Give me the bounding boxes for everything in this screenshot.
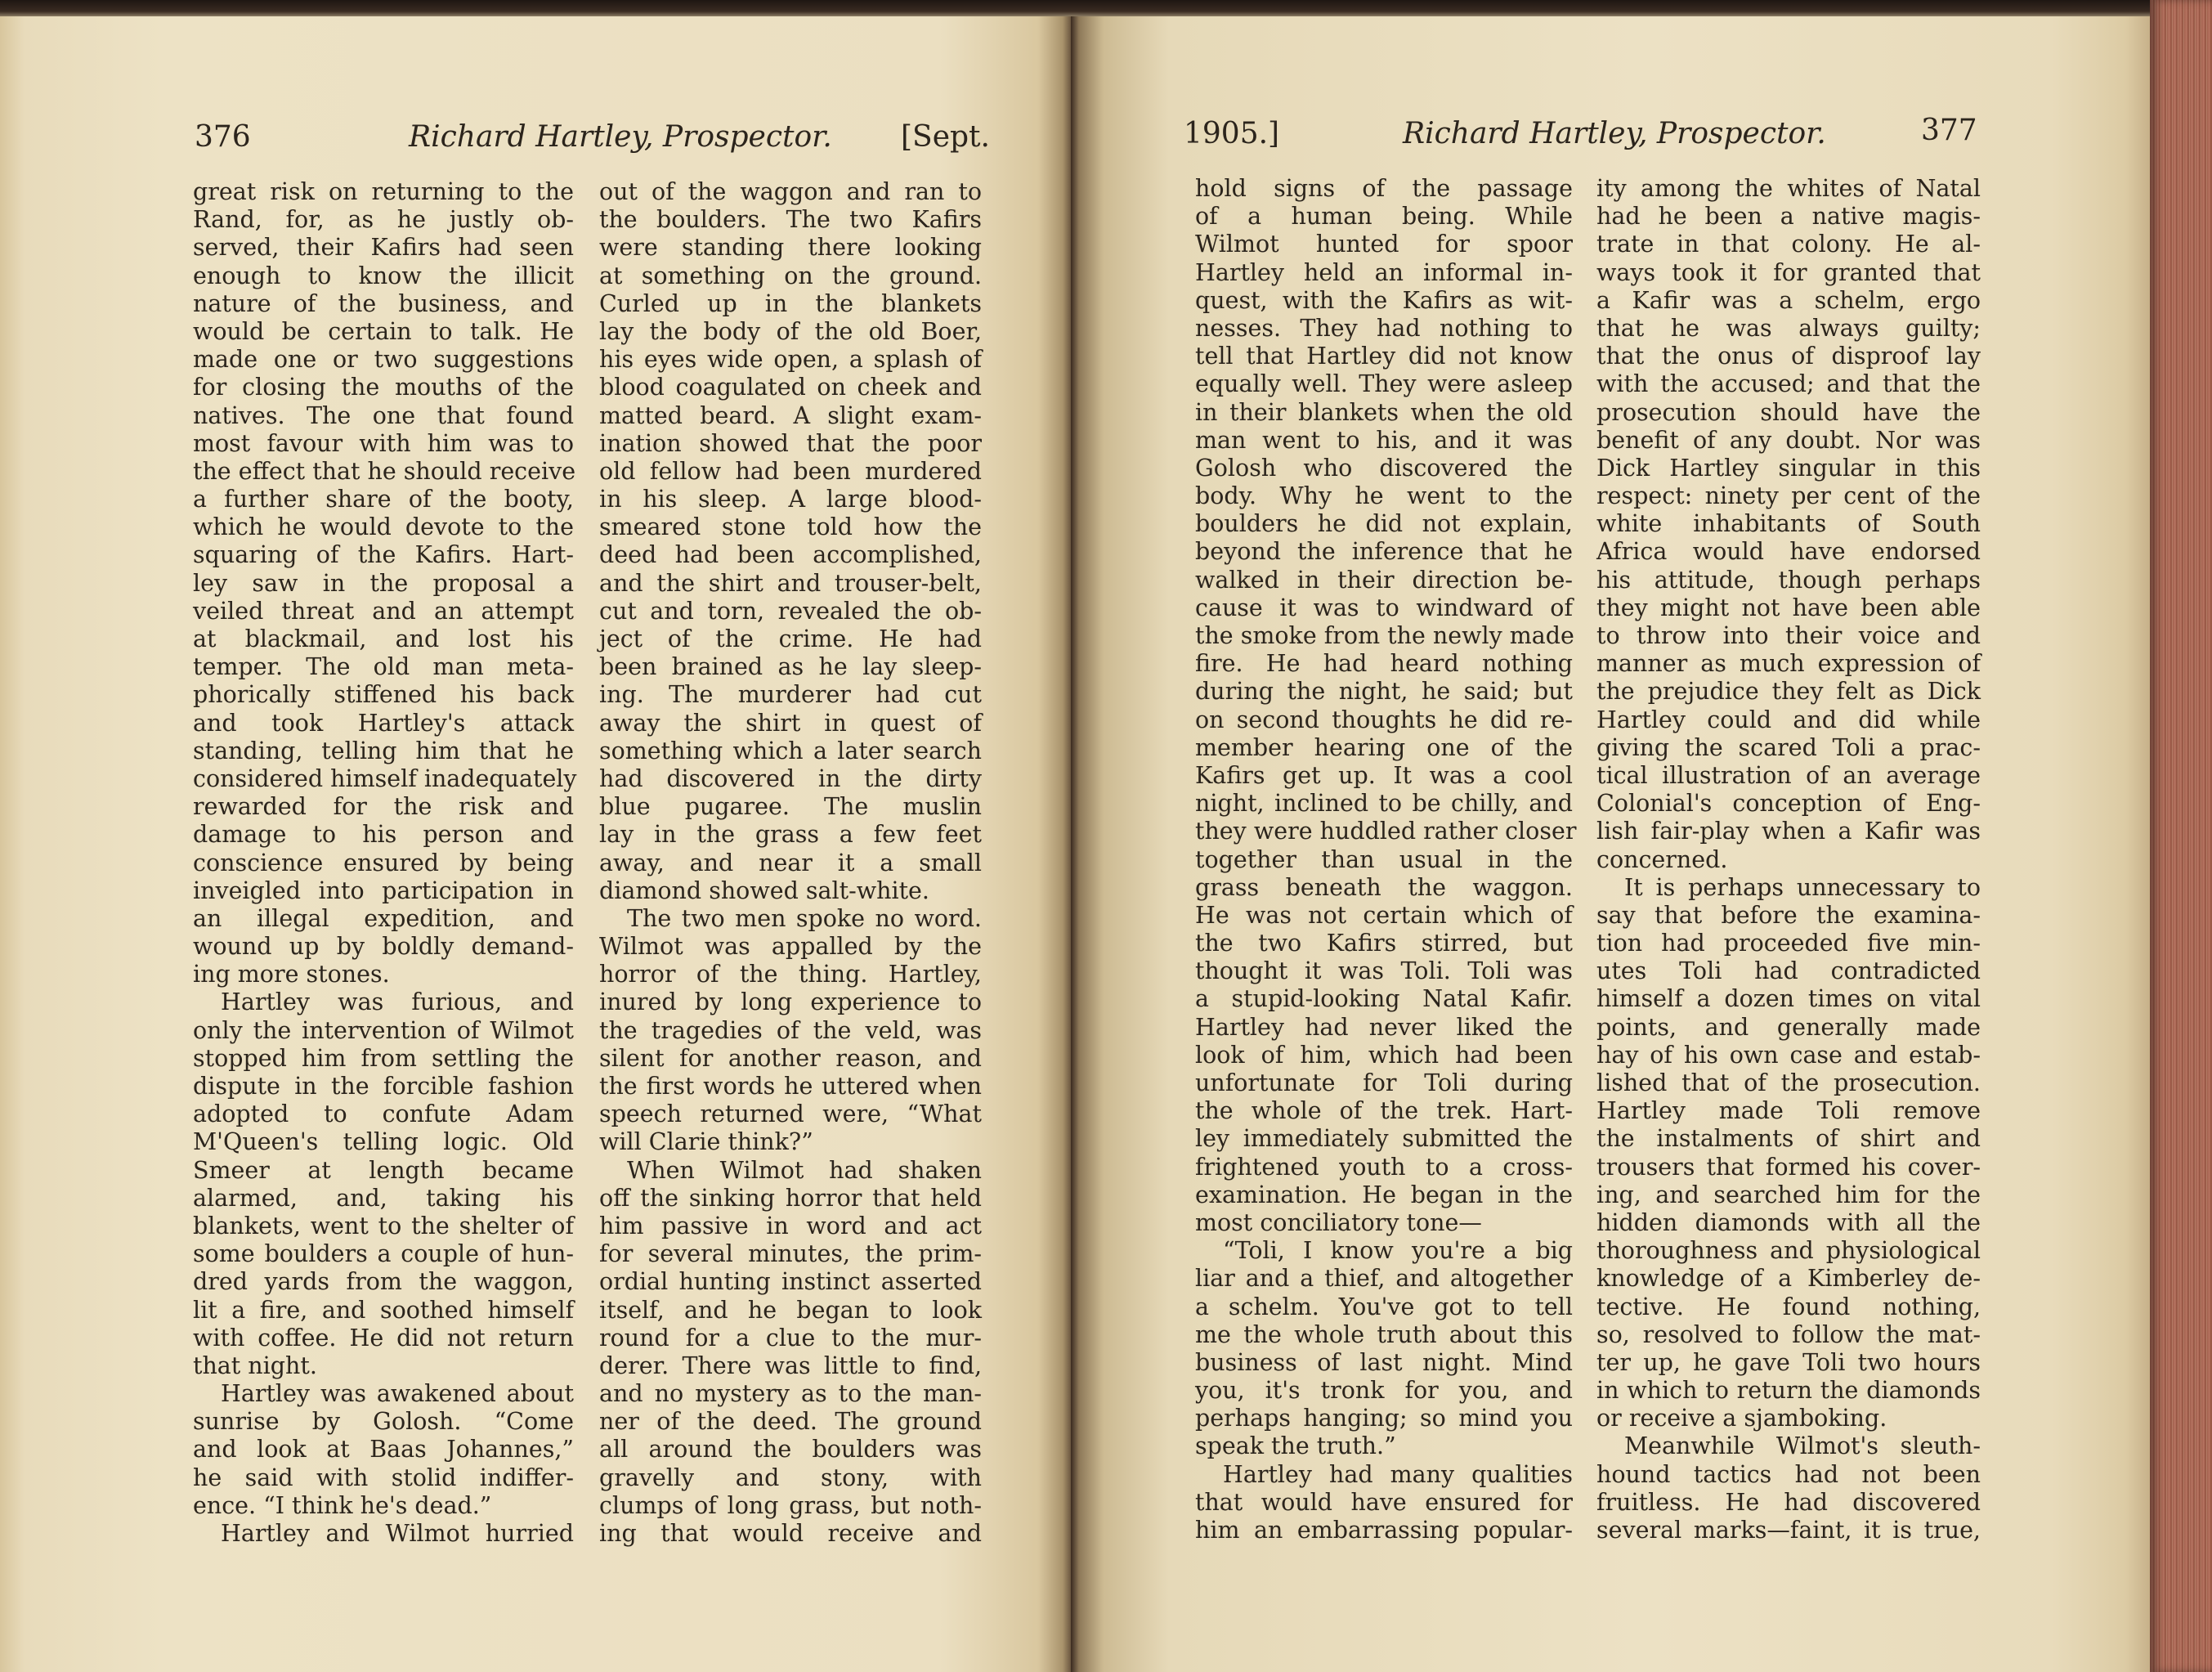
text-line: his eyes wide open, a splash of — [599, 346, 982, 374]
text-line: thought it was Toli. Toli was — [1195, 957, 1573, 985]
running-title: Richard Hartley, Prospector. — [409, 120, 832, 154]
right-column-2 — [1596, 175, 1981, 1544]
text-line: manner as much expression of — [1596, 650, 1981, 678]
text-line: with coffee. He did not return — [193, 1324, 574, 1351]
text-line: Colonial's conception of Eng- — [1596, 790, 1981, 818]
text-line: ination showed that the poor — [599, 429, 982, 457]
text-line: member hearing one of the — [1195, 733, 1573, 761]
text-line: would be certain to talk. He — [193, 317, 574, 345]
text-line: the whole of the trek. Hart- — [1195, 1097, 1573, 1125]
text-line: hound tactics had not been — [1596, 1460, 1981, 1488]
text-line: damage to his person and — [193, 821, 574, 849]
text-line: horror of the thing. Hartley, — [599, 961, 982, 988]
text-line: with the accused; and that the — [1596, 370, 1981, 398]
text-line: Kafirs get up. It was a cool — [1195, 761, 1573, 789]
text-line: nesses. They had nothing to — [1195, 314, 1573, 342]
text-line: ity among the whites of Natal — [1596, 175, 1981, 202]
text-line: M'Queen's telling logic. Old — [193, 1128, 574, 1156]
text-line: at something on the ground. — [599, 262, 982, 289]
text-line: the two Kafirs stirred, but — [1195, 930, 1573, 957]
text-line: and the shirt and trouser-belt, — [599, 569, 982, 597]
text-line: knowledge of a Kimberley de- — [1596, 1265, 1981, 1293]
text-line: concerned. — [1596, 845, 1728, 873]
text-line: his attitude, though perhaps — [1596, 566, 1981, 594]
left-column-2 — [599, 178, 982, 1548]
text-line: a stupid-looking Natal Kafir. — [1195, 985, 1573, 1013]
text-line: he said with stolid indiffer- — [193, 1464, 574, 1491]
text-line: lay in the grass a few feet — [599, 821, 982, 849]
text-line: on second thoughts he did re- — [1195, 706, 1573, 733]
text-line: silent for another reason, and — [599, 1044, 982, 1072]
text-line: lish fair-play when a Kafir was — [1596, 818, 1981, 845]
text-line: they might not have been able — [1596, 594, 1981, 621]
text-line: white inhabitants of South — [1596, 510, 1981, 538]
text-line: round for a clue to the mur- — [599, 1324, 982, 1351]
text-line: say that before the examina- — [1596, 901, 1981, 929]
text-line: conscience ensured by being — [193, 849, 574, 876]
text-line: respect: ninety per cent of the — [1596, 482, 1981, 510]
text-line: sunrise by Golosh. “Come — [193, 1408, 574, 1436]
text-line: fire. He had heard nothing — [1195, 650, 1573, 678]
text-line: enough to know the illicit — [193, 262, 574, 289]
text-line: the smoke from the newly made — [1195, 622, 1574, 649]
text-line: beyond the inference that he — [1195, 538, 1573, 566]
text-line: He was not certain which of — [1195, 901, 1573, 929]
text-line: unfortunate for Toli during — [1195, 1069, 1573, 1096]
text-line: ject of the crime. He had — [599, 625, 982, 652]
text-line: you, it's tronk for you, and — [1195, 1377, 1573, 1405]
text-line: Meanwhile Wilmot's sleuth- — [1624, 1432, 1981, 1460]
text-line: ing, and searched him for the — [1596, 1181, 1981, 1208]
text-line: Hartley held an informal in- — [1195, 258, 1573, 286]
text-line: they were huddled rather closer — [1195, 818, 1577, 845]
text-line: to throw into their voice and — [1596, 622, 1981, 649]
text-line: adopted to confute Adam — [193, 1100, 574, 1128]
text-line: out of the waggon and ran to — [599, 178, 982, 205]
text-line: off the sinking horror that held — [599, 1184, 982, 1212]
text-line: served, their Kafirs had seen — [193, 234, 574, 262]
text-line: Dick Hartley singular in this — [1596, 454, 1981, 482]
text-line: tion had proceeded five min- — [1596, 930, 1981, 957]
text-line: veiled threat and an attempt — [193, 597, 574, 625]
text-line: temper. The old man meta- — [193, 653, 574, 681]
text-line: diamond showed salt-white. — [599, 876, 929, 904]
text-line: lit a fire, and soothed himself — [193, 1296, 574, 1324]
text-line: fruitless. He had discovered — [1596, 1488, 1981, 1516]
text-line: business of last night. Mind — [1195, 1348, 1573, 1376]
text-line: blankets, went to the shelter of — [193, 1212, 574, 1239]
text-line: and no mystery as to the man- — [599, 1380, 982, 1408]
text-line: old fellow had been murdered — [599, 457, 982, 485]
text-line: body. Why he went to the — [1195, 482, 1573, 510]
text-line: utes Toli had contradicted — [1596, 957, 1981, 985]
text-line: the instalments of shirt and — [1596, 1125, 1981, 1153]
text-line: “Toli, I know you're a big — [1223, 1237, 1573, 1265]
text-line: smeared stone told how the — [599, 513, 982, 541]
text-line: a further share of the booty, — [193, 486, 574, 513]
text-line: ter up, he gave Toli two hours — [1596, 1348, 1981, 1376]
right-column-1 — [1195, 175, 1577, 1544]
text-line: some boulders a couple of hun- — [193, 1240, 574, 1268]
text-line: Curled up in the blankets — [599, 289, 982, 317]
text-line: Hartley had many qualities — [1223, 1460, 1573, 1488]
text-line: in their blankets when the old — [1195, 398, 1573, 426]
text-line: examination. He began in the — [1195, 1181, 1573, 1208]
text-line: for closing the mouths of the — [193, 374, 574, 401]
text-line: considered himself inadequately — [193, 764, 577, 792]
text-line: made one or two suggestions — [193, 346, 574, 374]
text-line: tell that Hartley did not know — [1195, 343, 1573, 370]
text-line: blue pugaree. The muslin — [599, 793, 982, 821]
text-line: thoroughness and physiological — [1596, 1237, 1981, 1265]
text-line: were standing there looking — [599, 234, 982, 262]
date-marker: [Sept. — [901, 120, 990, 154]
left-page-header — [0, 113, 1071, 162]
text-line: liar and a thief, and altogether — [1195, 1265, 1573, 1293]
text-line: grass beneath the waggon. — [1195, 873, 1573, 901]
text-line: Wilmot was appalled by the — [599, 933, 982, 961]
text-line: him passive in word and act — [599, 1212, 982, 1239]
text-line: for several minutes, the prim- — [599, 1240, 982, 1268]
text-line: great risk on returning to the — [193, 178, 574, 205]
text-line: had he been a native magis- — [1596, 203, 1981, 231]
text-line: only the intervention of Wilmot — [193, 1016, 574, 1044]
text-line: alarmed, and, taking his — [193, 1184, 574, 1212]
text-line: speak the truth.” — [1195, 1432, 1396, 1460]
text-line: trate in that colony. He al- — [1596, 231, 1981, 258]
text-line: of a human being. While — [1195, 203, 1573, 231]
text-line: ways took it for granted that — [1596, 258, 1981, 286]
text-line: boulders he did not explain, — [1195, 510, 1573, 538]
text-line: natives. The one that found — [193, 401, 574, 429]
left-column-1 — [193, 178, 577, 1548]
text-line: ley immediately submitted the — [1195, 1125, 1573, 1153]
text-line: cause it was to windward of — [1195, 594, 1573, 621]
text-line: matted beard. A slight exam- — [599, 401, 982, 429]
text-line: several marks—faint, it is true, — [1596, 1517, 1981, 1544]
text-line: most favour with him was to — [193, 429, 574, 457]
text-line: the prejudice they felt as Dick — [1596, 678, 1981, 706]
text-line: tective. He found nothing, — [1596, 1293, 1981, 1320]
text-line: frightened youth to a cross- — [1195, 1153, 1573, 1181]
text-line: that the onus of disproof lay — [1596, 343, 1981, 370]
text-line: the boulders. The two Kafirs — [599, 206, 982, 234]
text-line: in his sleep. A large blood- — [599, 486, 982, 513]
text-line: The two men spoke no word. — [627, 904, 982, 932]
text-line: will Clarie think?” — [599, 1128, 813, 1156]
text-line: an illegal expedition, and — [193, 904, 574, 932]
text-line: lay the body of the old Boer, — [599, 317, 982, 345]
text-line: most conciliatory tone— — [1195, 1208, 1482, 1236]
text-line: giving the scared Toli a prac- — [1596, 733, 1981, 761]
text-line: phorically stiffened his back — [193, 681, 574, 709]
text-line: that he was always guilty; — [1596, 314, 1981, 342]
text-line: something which a later search — [599, 737, 982, 764]
text-line: a schelm. You've got to tell — [1195, 1293, 1573, 1320]
right-page-header — [1071, 110, 2150, 159]
text-line: Hartley and Wilmot hurried — [221, 1520, 574, 1547]
text-line: or receive a sjamboking. — [1596, 1405, 1887, 1432]
text-line: during the night, he said; but — [1195, 678, 1573, 706]
text-line: trousers that formed his cover- — [1596, 1153, 1981, 1181]
text-line: speech returned were, “What — [599, 1100, 982, 1128]
text-line: hay of his own case and estab- — [1596, 1041, 1981, 1069]
text-line: man went to his, and it was — [1195, 426, 1573, 454]
text-line: which he would devote to the — [193, 513, 574, 541]
text-line: hold signs of the passage — [1195, 175, 1573, 202]
text-line: standing, telling him that he — [193, 737, 574, 764]
text-line: clumps of long grass, but noth- — [599, 1491, 982, 1519]
text-line: Wilmot hunted for spoor — [1195, 231, 1573, 258]
text-line: When Wilmot had shaken — [627, 1156, 982, 1184]
text-line: gravelly and stony, with — [599, 1464, 982, 1491]
text-line: blood coagulated on cheek and — [599, 374, 982, 401]
text-line: the effect that he should receive — [193, 457, 576, 485]
text-line: Golosh who discovered the — [1195, 454, 1573, 482]
text-line: had discovered in the dirty — [599, 764, 982, 792]
text-line: itself, and he began to look — [599, 1296, 982, 1324]
text-line: points, and generally made — [1596, 1013, 1981, 1041]
running-title: Richard Hartley, Prospector. — [1403, 117, 1826, 150]
text-line: himself a dozen times on vital — [1596, 985, 1981, 1013]
text-line: Hartley was furious, and — [221, 988, 574, 1016]
text-line: dred yards from the waggon, — [193, 1268, 574, 1296]
text-line: ner of the deed. The ground — [599, 1408, 982, 1436]
text-line: him an embarrassing popular- — [1195, 1517, 1573, 1544]
page-number: 376 — [195, 120, 251, 154]
text-line: together than usual in the — [1195, 845, 1573, 873]
text-line: hidden diamonds with all the — [1596, 1208, 1981, 1236]
text-line: squaring of the Kafirs. Hart- — [193, 541, 574, 569]
text-line: ing that would receive and — [599, 1520, 982, 1547]
text-line: away, and near it a small — [599, 849, 982, 876]
text-line: and took Hartley's attack — [193, 709, 574, 737]
text-line: that would have ensured for — [1195, 1488, 1573, 1516]
text-line: walked in their direction be- — [1195, 566, 1573, 594]
text-line: It is perhaps unnecessary to — [1624, 873, 1981, 901]
text-line: dispute in the forcible fashion — [193, 1073, 574, 1100]
text-line: perhaps hanging; so mind you — [1195, 1405, 1573, 1432]
text-line: inveigled into participation in — [193, 876, 574, 904]
text-line: inured by long experience to — [599, 988, 982, 1016]
text-line: lished that of the prosecution. — [1596, 1069, 1981, 1096]
right-page — [1071, 16, 2150, 1672]
text-line: Africa would have endorsed — [1596, 538, 1981, 566]
text-line: benefit of any doubt. Nor was — [1596, 426, 1981, 454]
text-line: stopped him from settling the — [193, 1044, 574, 1072]
text-line: cut and torn, revealed the ob- — [599, 597, 982, 625]
text-line: in which to return the diamonds — [1596, 1377, 1981, 1405]
text-line: tical illustration of an average — [1596, 761, 1981, 789]
text-line: ing. The murderer had cut — [599, 681, 982, 709]
text-line: Hartley was awakened about — [221, 1380, 574, 1408]
text-line: the first words he uttered when — [599, 1073, 982, 1100]
text-line: at blackmail, and lost his — [193, 625, 574, 652]
text-line: me the whole truth about this — [1195, 1320, 1573, 1348]
text-line: look of him, which had been — [1195, 1041, 1573, 1069]
text-line: prosecution should have the — [1596, 398, 1981, 426]
text-line: ordial hunting instinct asserted — [599, 1268, 982, 1296]
date-marker: 1905.] — [1184, 117, 1280, 150]
text-line: all around the boulders was — [599, 1436, 982, 1464]
text-line: ence. “I think he's dead.” — [193, 1491, 492, 1519]
text-line: the tragedies of the veld, was — [599, 1016, 982, 1044]
text-line: Hartley could and did while — [1596, 706, 1981, 733]
text-line: been brained as he lay sleep- — [599, 653, 982, 681]
page-number: 377 — [1921, 114, 1977, 147]
text-line: away the shirt in quest of — [599, 709, 982, 737]
text-line: ley saw in the proposal a — [193, 569, 574, 597]
text-line: deed had been accomplished, — [599, 541, 982, 569]
text-line: Hartley had never liked the — [1195, 1013, 1573, 1041]
text-line: a Kafir was a schelm, ergo — [1596, 286, 1981, 314]
text-line: so, resolved to follow the mat- — [1596, 1320, 1981, 1348]
text-line: and look at Baas Johannes,” — [193, 1436, 574, 1464]
text-line: equally well. They were asleep — [1195, 370, 1573, 398]
page-edges — [2150, 0, 2212, 1672]
text-line: night, inclined to be chilly, and — [1195, 790, 1573, 818]
text-line: Rand, for, as he justly ob- — [193, 206, 574, 234]
text-line: quest, with the Kafirs as wit- — [1195, 286, 1573, 314]
text-line: wound up by boldly demand- — [193, 933, 574, 961]
text-line: Hartley made Toli remove — [1596, 1097, 1981, 1125]
text-line: ing more stones. — [193, 961, 390, 988]
text-line: Smeer at length became — [193, 1156, 574, 1184]
text-line: rewarded for the risk and — [193, 793, 574, 821]
text-line: derer. There was little to find, — [599, 1351, 982, 1379]
text-line: nature of the business, and — [193, 289, 574, 317]
left-page — [0, 16, 1071, 1672]
text-line: that night. — [193, 1351, 317, 1379]
